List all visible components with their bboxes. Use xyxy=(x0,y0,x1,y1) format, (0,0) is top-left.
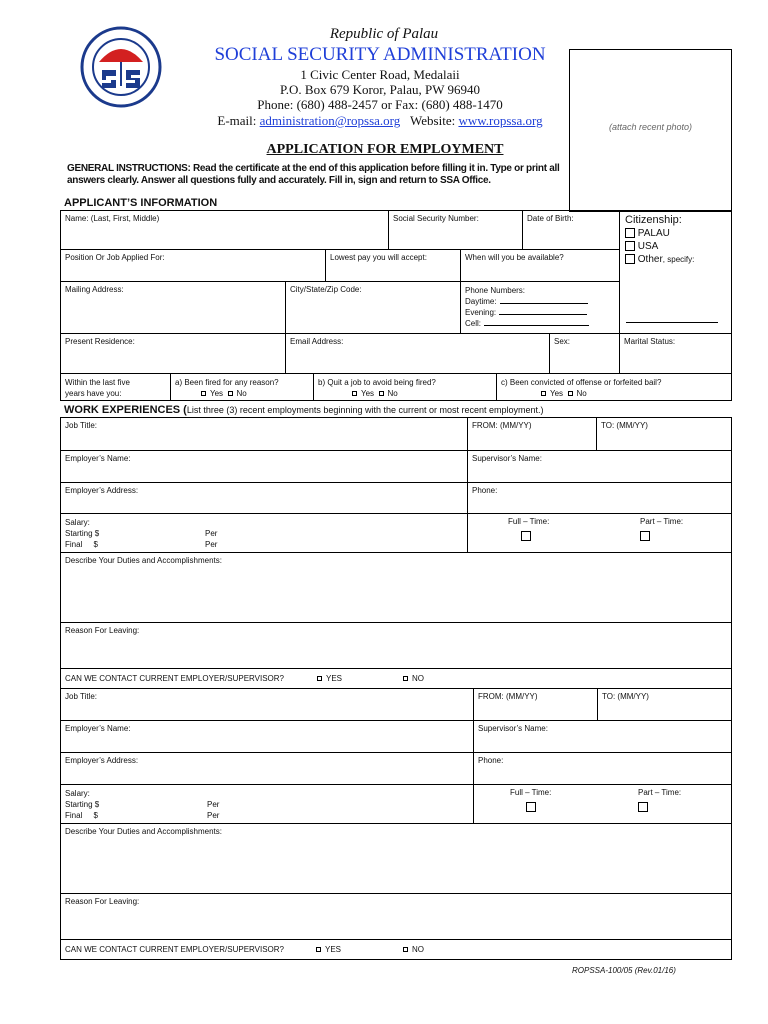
convicted-options xyxy=(501,388,727,399)
dob-field[interactable] xyxy=(522,210,620,250)
supervisor-label-1: Supervisor’s Name: xyxy=(472,454,542,463)
salary-label-1: Salary: xyxy=(65,518,90,527)
republic-title: Republic of Palau xyxy=(329,26,439,42)
employment-type-1 xyxy=(467,513,732,553)
present-residence-label: Present Residence: xyxy=(65,337,135,346)
salary-field-1[interactable] xyxy=(60,513,468,553)
position-label: Position Or Job Applied For: xyxy=(65,253,165,262)
contact-question-1: CAN WE CONTACT CURRENT EMPLOYER/SUPERVISOR? xyxy=(65,674,284,683)
quit-no-checkbox[interactable] xyxy=(379,391,384,396)
reason-field-1[interactable] xyxy=(60,622,732,669)
from-label-2: FROM: (MM/YY) xyxy=(478,692,538,701)
marital-status-field[interactable] xyxy=(619,333,732,374)
photo-placeholder: (attach recent photo) xyxy=(608,122,693,132)
supervisor-field-1[interactable] xyxy=(467,450,732,483)
evening-label: Evening: xyxy=(465,308,497,317)
contact-row-2 xyxy=(60,939,732,960)
starting-label-1: Starting $ xyxy=(65,529,100,538)
address-line-2: P.O. Box 679 Koror, Palau, PW 96940 xyxy=(279,82,481,97)
convicted-no-label: No xyxy=(576,389,587,398)
convicted-no-checkbox[interactable] xyxy=(568,391,573,396)
phone-label-1: Phone: xyxy=(472,486,498,495)
job-title-field-1[interactable] xyxy=(60,417,468,451)
email-address-label: Email Address: xyxy=(290,337,344,346)
mailing-address-field[interactable] xyxy=(60,281,286,334)
supervisor-label-2: Supervisor’s Name: xyxy=(478,724,548,733)
to-date-field-2[interactable] xyxy=(597,688,732,721)
form-code: ROPSSA-100/05 (Rev.01/16) xyxy=(572,966,676,975)
lowest-pay-field[interactable] xyxy=(325,249,461,282)
citizenship-label: Citizenship: xyxy=(625,214,682,226)
usa-checkbox[interactable] xyxy=(625,241,635,251)
contact-line xyxy=(190,113,570,129)
contact-yes-checkbox-2[interactable] xyxy=(316,947,321,952)
citizenship-usa-option[interactable] xyxy=(625,241,726,252)
convicted-yes-checkbox[interactable] xyxy=(541,391,546,396)
email-address-field[interactable] xyxy=(285,333,550,374)
applicant-section-title: APPLICANT’S INFORMATION xyxy=(64,197,218,209)
full-time-checkbox-2[interactable] xyxy=(526,802,536,812)
photo-box[interactable] xyxy=(569,49,732,212)
city-state-zip-label: City/State/Zip Code: xyxy=(290,285,362,294)
to-label-1: TO: (MM/YY) xyxy=(601,421,648,430)
within-five-years-cell xyxy=(60,373,171,401)
full-time-label-2: Full – Time: xyxy=(510,788,552,797)
contact-no-checkbox-1[interactable] xyxy=(403,676,408,681)
full-time-checkbox-1[interactable] xyxy=(521,531,531,541)
contact-no-1 xyxy=(403,674,424,683)
part-time-checkbox-2[interactable] xyxy=(638,802,648,812)
quit-options xyxy=(318,388,492,399)
ssn-label: Social Security Number: xyxy=(393,214,479,223)
duties-label-1: Describe Your Duties and Accomplishments: xyxy=(65,556,222,565)
final-label-2: Final $ xyxy=(65,811,98,820)
part-time-label-1: Part – Time: xyxy=(640,517,684,526)
contact-yes-label-1: YES xyxy=(326,674,343,683)
contact-no-2 xyxy=(403,945,424,954)
lowest-pay-label: Lowest pay you will accept: xyxy=(330,253,427,262)
marital-status-label: Marital Status: xyxy=(624,337,676,346)
usa-label: USA xyxy=(637,241,659,252)
convicted-question-label: c) Been convicted of offense or forfeited bail? xyxy=(501,378,662,387)
contact-yes-checkbox-1[interactable] xyxy=(317,676,322,681)
name-field[interactable] xyxy=(60,210,389,250)
daytime-row[interactable] xyxy=(465,296,615,307)
email-label: E-mail: xyxy=(217,113,260,128)
quit-no-label: No xyxy=(387,389,398,398)
part-time-label-2: Part – Time: xyxy=(638,788,682,797)
contact-row-1 xyxy=(60,668,732,689)
contact-question-2: CAN WE CONTACT CURRENT EMPLOYER/SUPERVISOR? xyxy=(65,945,284,954)
sex-field[interactable] xyxy=(549,333,620,374)
ssn-field[interactable] xyxy=(388,210,523,250)
fired-options xyxy=(175,388,309,399)
other-label: Other xyxy=(637,254,663,265)
specify-label: , specify: xyxy=(662,255,695,264)
evening-row[interactable] xyxy=(465,307,615,318)
duties-field-1[interactable] xyxy=(60,552,732,623)
from-date-field-2[interactable] xyxy=(473,688,598,721)
palau-label: PALAU xyxy=(637,228,670,239)
within-label-2: years have you: xyxy=(65,389,122,398)
convicted-yes-label: Yes xyxy=(550,389,564,398)
cell-label: Cell: xyxy=(465,319,482,328)
to-date-field-1[interactable] xyxy=(596,417,732,451)
position-field[interactable] xyxy=(60,249,326,282)
fired-question-label: a) Been fired for any reason? xyxy=(175,378,279,387)
form-title: APPLICATION FOR EMPLOYMENT xyxy=(266,142,504,157)
palau-checkbox[interactable] xyxy=(625,228,635,238)
quit-question-label: b) Quit a job to avoid being fired? xyxy=(318,378,436,387)
from-date-field-1[interactable] xyxy=(467,417,597,451)
employer-name-label-2: Employer’s Name: xyxy=(65,724,131,733)
employer-address-label-1: Employer’s Address: xyxy=(65,486,139,495)
fired-yes-checkbox[interactable] xyxy=(201,391,206,396)
mailing-address-label: Mailing Address: xyxy=(65,285,124,294)
contact-yes-label-2: YES xyxy=(325,945,342,954)
sex-label: Sex: xyxy=(554,337,571,346)
to-label-2: TO: (MM/YY) xyxy=(602,692,649,701)
contact-no-label-1: NO xyxy=(412,674,424,683)
fired-yes-label: Yes xyxy=(210,389,224,398)
employer-address-field-1[interactable] xyxy=(60,482,468,514)
job-title-field-2[interactable] xyxy=(60,688,474,721)
reason-field-2[interactable] xyxy=(60,893,732,940)
availability-field[interactable] xyxy=(460,249,620,282)
contact-yes-2 xyxy=(316,945,341,954)
fired-no-label: No xyxy=(236,389,247,398)
specify-line[interactable] xyxy=(626,322,718,323)
supervisor-field-2[interactable] xyxy=(473,720,732,753)
citizenship-palau-option[interactable] xyxy=(625,228,726,239)
quit-yes-checkbox[interactable] xyxy=(352,391,357,396)
website-link[interactable]: www.ropssa.org xyxy=(458,113,543,128)
agency-title: SOCIAL SECURITY ADMINISTRATION xyxy=(214,44,546,65)
job-title-label-2: Job Title: xyxy=(65,692,98,701)
availability-label: When will you be available? xyxy=(465,253,564,262)
from-label-1: FROM: (MM/YY) xyxy=(472,421,532,430)
quit-question-cell xyxy=(313,373,497,401)
other-checkbox[interactable] xyxy=(625,254,635,264)
dob-label: Date of Birth: xyxy=(527,214,574,223)
salary-label-2: Salary: xyxy=(65,789,90,798)
reason-label-2: Reason For Leaving: xyxy=(65,897,140,906)
contact-no-label-2: NO xyxy=(412,945,424,954)
starting-label-2: Starting $ xyxy=(65,800,100,809)
part-time-checkbox-1[interactable] xyxy=(640,531,650,541)
employer-name-label-1: Employer’s Name: xyxy=(65,454,131,463)
phone-field-1[interactable] xyxy=(467,482,732,514)
email-link[interactable]: administration@ropssa.org xyxy=(259,113,401,128)
job-title-label-1: Job Title: xyxy=(65,421,98,430)
employer-address-label-2: Employer’s Address: xyxy=(65,756,139,765)
employer-address-field-2[interactable] xyxy=(60,752,474,785)
starting-per-label-1: Per xyxy=(205,529,218,538)
work-section-title xyxy=(64,404,544,416)
citizenship-panel xyxy=(619,210,732,334)
name-label: Name: (Last, First, Middle) xyxy=(65,214,160,223)
starting-per-label-2: Per xyxy=(207,800,220,809)
convicted-question-cell xyxy=(496,373,732,401)
employer-name-field-2[interactable] xyxy=(60,720,474,753)
daytime-label: Daytime: xyxy=(465,297,497,306)
duties-field-2[interactable] xyxy=(60,823,732,894)
duties-label-2: Describe Your Duties and Accomplishments: xyxy=(65,827,222,836)
present-residence-field[interactable] xyxy=(60,333,286,374)
final-per-label-2: Per xyxy=(207,811,220,820)
final-label-1: Final $ xyxy=(65,540,98,549)
phone-fax-line: Phone: (680) 488-2457 or Fax: (680) 488-1470 xyxy=(257,97,503,112)
address-line-1: 1 Civic Center Road, Medalaii xyxy=(300,67,460,82)
within-label-1: Within the last five xyxy=(65,378,130,387)
phone-label-2: Phone: xyxy=(478,756,504,765)
website-label: Website: xyxy=(410,113,459,128)
general-instructions: GENERAL INSTRUCTIONS: Read the certificate at the end of this application before filling it in. Type or print all answers clearly. Answer all questions fully and accurately. Fill in, sign and return to SSA Office. xyxy=(67,163,560,186)
phone-numbers-label: Phone Numbers: xyxy=(465,286,526,295)
employment-type-2 xyxy=(473,784,732,824)
final-per-label-1: Per xyxy=(205,540,218,549)
full-time-label-1: Full – Time: xyxy=(508,517,550,526)
reason-label-1: Reason For Leaving: xyxy=(65,626,140,635)
phone-numbers-field xyxy=(460,281,620,334)
contact-yes-1 xyxy=(317,674,342,683)
work-section-note: List three (3) recent employments beginning with the current or most recent employment.) xyxy=(186,405,544,415)
work-section-heading: WORK EXPERIENCES ( xyxy=(64,404,187,416)
quit-yes-label: Yes xyxy=(361,389,375,398)
city-state-zip-field[interactable] xyxy=(285,281,461,334)
fired-question-cell xyxy=(170,373,314,401)
fired-no-checkbox[interactable] xyxy=(228,391,233,396)
contact-no-checkbox-2[interactable] xyxy=(403,947,408,952)
salary-field-2[interactable] xyxy=(60,784,474,824)
cell-row[interactable] xyxy=(465,318,615,329)
employer-name-field-1[interactable] xyxy=(60,450,468,483)
phone-field-2[interactable] xyxy=(473,752,732,785)
citizenship-other-option[interactable] xyxy=(625,254,726,265)
